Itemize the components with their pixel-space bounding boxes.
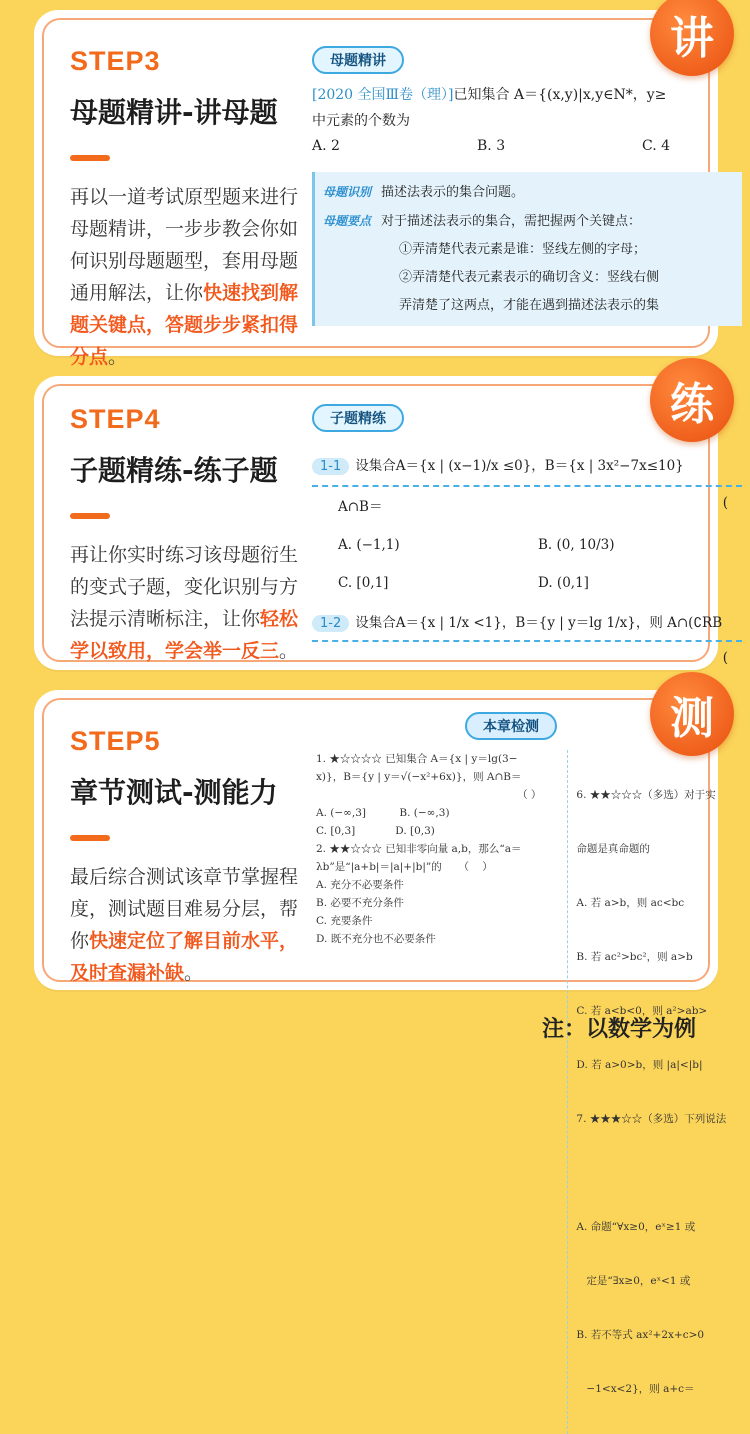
- divider-dash: [70, 835, 110, 841]
- step3-text: [70, 46, 300, 373]
- answer-paren-2: (: [722, 650, 728, 666]
- question-line: [312, 84, 742, 104]
- analysis-box: [312, 172, 742, 326]
- test-right-column: [568, 750, 746, 1434]
- test-line: 1. ★☆☆☆☆ 已知集合 A＝{x | y＝lg(3−: [316, 753, 518, 765]
- option-a: A. (−1,1): [338, 537, 400, 553]
- step-label: STEP3: [70, 46, 161, 76]
- key-point-2: ②弄清楚代表元素表示的确切含义：竖线右侧: [399, 270, 660, 285]
- sample-page-mother: [312, 46, 742, 326]
- question-1-options-row1: [312, 537, 742, 553]
- step-label: STEP4: [70, 404, 161, 434]
- test-line: C. [0,3] D. [0,3): [316, 825, 435, 837]
- option-c: C. 4: [642, 138, 671, 154]
- desc-highlight: 快速定位了解目前水平，及时查漏补缺: [70, 930, 299, 984]
- question-text-2: 中元素的个数为: [312, 113, 410, 129]
- test-line: 命题是真命题的: [576, 843, 650, 855]
- test-line: λb”是“|a+b|＝|a|+|b|”的 （ ）: [316, 861, 493, 873]
- step3-card: [34, 10, 718, 368]
- sample-page-test: [316, 712, 746, 1434]
- step-label: STEP5: [70, 726, 161, 756]
- test-line: [576, 1164, 746, 1182]
- key-row: [323, 207, 734, 236]
- key-text: 对于描述法表示的集合，需把握两个关键点：: [381, 214, 642, 229]
- question-source: [2020 全国Ⅲ卷（理）]: [312, 87, 454, 103]
- test-line: A. 命题“∀x≥0，eˣ≥1 或: [576, 1221, 696, 1233]
- desc-end: 。: [184, 962, 204, 984]
- question-number-2: 1-2: [312, 615, 349, 632]
- badge-ce: 测: [650, 672, 734, 756]
- step-heading: 章节测试-测能力: [70, 776, 278, 809]
- step4-text: [70, 404, 300, 667]
- test-line: A. (−∞,3] B. (−∞,3): [316, 807, 450, 819]
- divider-dash: [70, 155, 110, 161]
- question-number-1: 1-1: [312, 458, 349, 475]
- tag-pill: 母题精讲: [312, 46, 404, 74]
- question-1: [312, 454, 742, 487]
- test-line: 7. ★★★☆☆（多选）下列说法: [576, 1113, 727, 1125]
- test-line: C. 若 a<b<0，则 a²>ab>: [576, 1005, 708, 1017]
- test-line: −1<x<2}，则 a+c＝: [576, 1383, 695, 1395]
- key-point-3: 弄清楚了这两点，才能在遇到描述法表示的集: [399, 298, 660, 313]
- desc-end: 。: [279, 640, 299, 662]
- desc-plain: 再以一道考试原型题来进行母题精讲，一步步教会你如何识别母题题型，套用母题通用解法，让你: [70, 186, 299, 304]
- sample-page-child: [312, 404, 742, 666]
- step-description: [70, 861, 302, 989]
- badge-lian: 练: [650, 358, 734, 442]
- step4-card-inner: [42, 384, 728, 666]
- test-line: x)}，B＝{y | y＝√(−x²+6x)}，则 A∩B＝: [316, 771, 522, 783]
- option-d: D. (0,1]: [538, 575, 589, 591]
- test-left-column: [316, 750, 568, 1434]
- footnote: 注：以数学为例: [541, 1017, 696, 1042]
- desc-highlight: 轻松学以致用，学会举一反三: [70, 608, 299, 662]
- tag-pill: 本章检测: [465, 712, 557, 740]
- answer-paren: (: [722, 495, 728, 511]
- test-columns: [316, 750, 746, 1434]
- test-line: C. 充要条件: [316, 915, 373, 927]
- test-line: A. 若 a>b，则 ac<bc: [576, 897, 685, 909]
- desc-end: 。: [108, 346, 128, 368]
- step-heading: 子题精练-练子题: [70, 454, 278, 487]
- question-1-text: 设集合A＝{x | (x−1)/x ≤0}，B＝{x | 3x²−7x≤10}: [355, 458, 684, 474]
- divider-dash: [70, 513, 110, 519]
- step3-card-inner: [42, 18, 710, 368]
- test-line: B. 必要不充分条件: [316, 897, 404, 909]
- question-1-blank-row: [312, 495, 742, 515]
- desc-highlight: 快速找到解题关键点，答题步步紧扣得分点: [70, 282, 299, 368]
- question-1-options-row2: [312, 575, 742, 591]
- key-label: 母题要点: [323, 214, 372, 228]
- test-line: D. 既不充分也不必要条件: [316, 933, 436, 945]
- test-line: 2. ★★☆☆☆ 已知非零向量 a,b，那么“a＝: [316, 843, 522, 855]
- identify-label: 母题识别: [323, 185, 372, 199]
- question-2: [312, 611, 742, 642]
- question-text: 已知集合 A＝{(x,y)|x,y∈N*，y≥: [453, 87, 667, 103]
- step5-text: [70, 726, 300, 989]
- desc-plain: 最后综合测试该章节掌握程度，测试题目难易分层，帮你: [70, 866, 299, 952]
- step-description: [70, 539, 302, 667]
- test-line: B. 若 ac²>bc²，则 a>b: [576, 951, 693, 963]
- test-line: D. 若 a>0>b，则 |a|<|b|: [576, 1059, 703, 1071]
- option-a: A. 2: [312, 138, 340, 154]
- question-options: [312, 138, 742, 154]
- question-2-text: 设集合A＝{x | 1/x <1}，B＝{y | y＝lg 1/x}，则 A∩(∁RB: [355, 615, 723, 631]
- test-line: （ ）: [517, 789, 542, 801]
- step4-card: [34, 376, 728, 670]
- desc-plain: 再让你实时练习该母题衍生的变式子题，变化识别与方法提示清晰标注，让你: [70, 544, 299, 630]
- test-line: B. 若不等式 ax²+2x+c>0: [576, 1329, 705, 1341]
- step-heading: 母题精讲-讲母题: [70, 96, 278, 129]
- test-line: A. 充分不必要条件: [316, 879, 404, 891]
- identify-text: 描述法表示的集合问题。: [381, 185, 525, 200]
- badge-jiang: 讲: [650, 0, 734, 76]
- test-line: 定是“∃x≥0，eˣ<1 或: [576, 1275, 691, 1287]
- key-point-1: ①弄清楚代表元素是谁：竖线左侧的字母；: [399, 242, 647, 257]
- tag-pill: 子题精练: [312, 404, 404, 432]
- option-b: B. 3: [477, 138, 506, 154]
- step-description: [70, 181, 302, 373]
- identify-row: [323, 178, 734, 207]
- test-line: 6. ★★☆☆☆（多选）对于实: [576, 789, 716, 801]
- option-c: C. [0,1]: [338, 575, 389, 591]
- option-b: B. (0, 10/3): [538, 537, 615, 553]
- question-1-blank: A∩B＝: [338, 499, 383, 515]
